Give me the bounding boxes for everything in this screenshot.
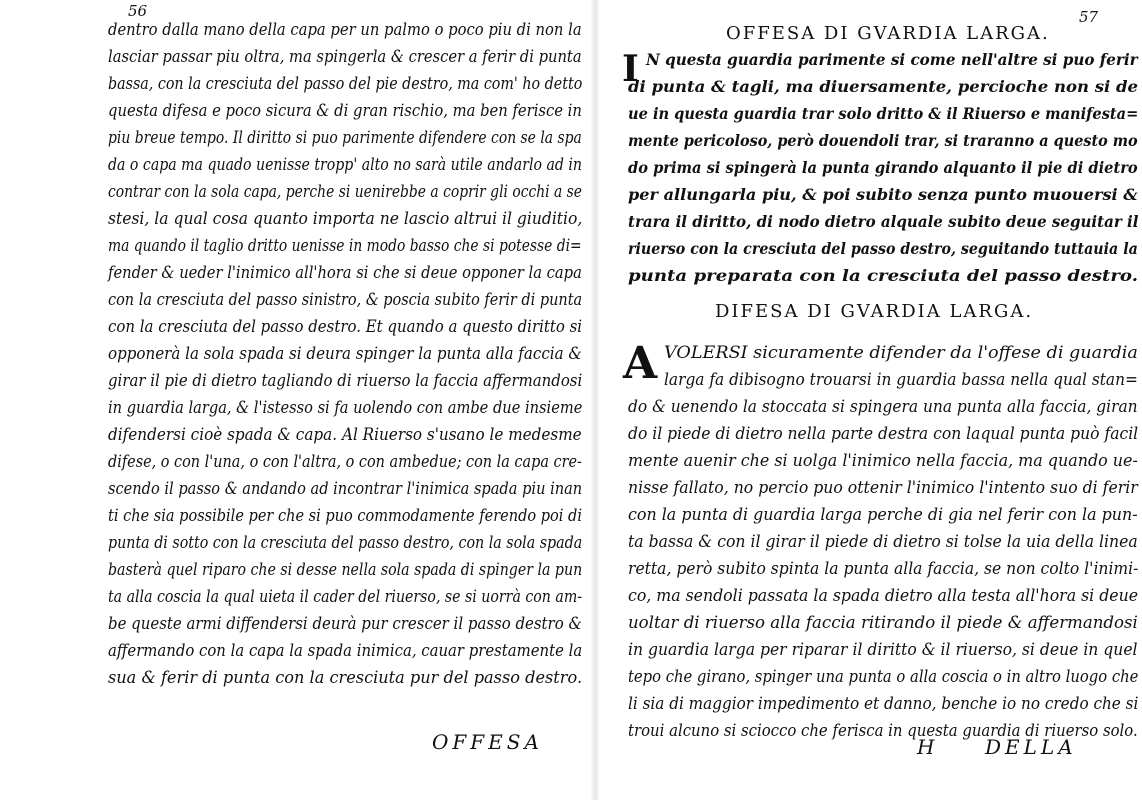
- text-line: li sia di maggior impedimento et danno, benche io no credo che si: [628, 694, 1139, 714]
- text-line: trara il diritto, di nodo dietro alquale subito deue seguitar il: [628, 212, 1139, 231]
- section-heading-offesa: OFFESA DI GVARDIA LARGA.: [726, 23, 1050, 44]
- text-line: fender & ueder l'inimico all'hora si che si deue opponer la capa: [108, 263, 582, 283]
- text-line: in guardia larga per riparar il diritto & il riuerso, si deue in quel: [628, 640, 1138, 660]
- text-line: do prima si spingerà la punta girando alquanto il pie di dietro: [628, 158, 1138, 177]
- text-line: girar il pie di dietro tagliando di riuerso la faccia affermandosi: [108, 371, 583, 391]
- text-line: larga fa dibisogno trouarsi in guardia bassa nella qual stan=: [664, 370, 1138, 390]
- page-number: 56: [128, 2, 148, 20]
- text-line: questa difesa e poco sicura & di gran rischio, ma ben ferisce in: [108, 101, 582, 121]
- text-line: ta bassa & con il girar il piede di dietro si tolse la uia della linea: [628, 532, 1138, 552]
- text-line: do il piede di dietro nella parte destra con laqual punta può facil: [628, 424, 1139, 444]
- text-line: mente auenir che si uolga l'inimico nella faccia, ma quando ue-: [628, 451, 1138, 471]
- page-number: 57: [1079, 8, 1099, 26]
- text-line: di punta & tagli, ma diuersamente, percioche non si de: [628, 77, 1139, 96]
- text-line: uoltar di riuerso alla faccia ritirando il piede & affermandosi: [628, 613, 1138, 633]
- text-line: scendo il passo & andando ad incontrar l'inimica spada piu inan: [108, 479, 583, 499]
- text-line: dentro dalla mano della capa per un palmo o poco piu di non la: [108, 20, 582, 40]
- text-line: ue in questa guardia trar solo dritto & il Riuerso e manifesta=: [628, 104, 1139, 123]
- text-line: be queste armi diffendersi deurà pur crescer il passo destro &: [108, 614, 582, 634]
- text-line: da o capa ma quado uenisse tropp' alto no sarà utile andarlo ad in: [108, 155, 583, 175]
- text-line: lasciar passar piu oltra, ma spingerla & crescer a ferir di punta: [108, 47, 582, 67]
- text-line: piu breue tempo. Il diritto si puo parimente difendere con se la spa: [108, 128, 582, 148]
- text-line: N questa guardia parimente si come nell'altre si puo ferir: [646, 50, 1138, 69]
- text-line: ma quando il taglio dritto uenisse in modo basso che si potesse di=: [108, 236, 582, 256]
- text-line: basterà quel riparo che si desse nella sola spada di spinger la pun: [108, 560, 583, 580]
- text-line: difese, o con l'una, o con l'altra, o con ambedue; con la capa cre-: [108, 452, 582, 472]
- signature-mark: H: [917, 735, 935, 759]
- text-line: VOLERSI sicuramente difender da l'offese di guardia: [664, 343, 1138, 363]
- text-line: in guardia larga, & l'istesso si fa uolendo con ambe due insieme: [108, 398, 583, 418]
- catchword: DELLA: [985, 735, 1077, 759]
- text-line: riuerso con la cresciuta del passo destro, seguitando tuttauia la: [628, 239, 1138, 258]
- text-line: troui alcuno si sciocco che ferisca in questa guardia di riuerso solo.: [628, 721, 1138, 741]
- text-line: bassa, con la cresciuta del passo del pie destro, ma com' ho detto: [108, 74, 583, 94]
- drop-cap: A: [623, 338, 658, 389]
- text-line: con la cresciuta del passo destro. Et quando a questo diritto si: [108, 317, 583, 337]
- text-line: stesi, la qual cosa quanto importa ne lascio altrui il giuditio,: [108, 209, 583, 229]
- text-line: ti che sia possibile per che si puo commodamente ferendo poi di: [108, 506, 582, 526]
- text-line: con la punta di guardia larga perche di gia nel ferir con la pun-: [628, 505, 1138, 525]
- right-page: [595, 0, 1142, 800]
- text-line: per allungarla piu, & poi subito senza punto muouersi &: [628, 185, 1138, 204]
- text-line: mente pericoloso, però douendoli trar, si traranno a questo mo: [628, 131, 1138, 150]
- catchword: OFFESA: [432, 730, 543, 754]
- text-line: nisse fallato, no percio puo ottenir l'inimico l'intento suo di ferir: [628, 478, 1138, 498]
- text-line: do & uenendo la stoccata si spingera una punta alla faccia, giran: [628, 397, 1138, 417]
- text-line: tepo che girano, spinger una punta o alla coscia o in altro luogo che: [628, 667, 1139, 687]
- text-line: affermando con la capa la spada inimica, cauar prestamente la: [108, 641, 583, 661]
- text-line: sua & ferir di punta con la cresciuta pur del passo destro.: [108, 668, 583, 688]
- text-line: difendersi cioè spada & capa. Al Riuerso s'usano le medesme: [108, 425, 582, 445]
- section-heading-difesa: DIFESA DI GVARDIA LARGA.: [715, 301, 1034, 322]
- text-line: punta preparata con la cresciuta del passo destro.: [628, 266, 1139, 285]
- text-line: contrar con la sola capa, perche si uenirebbe a coprir gli occhi a se: [108, 182, 583, 202]
- text-line: opponerà la sola spada si deura spinger la punta alla faccia &: [108, 344, 582, 364]
- text-line: con la cresciuta del passo sinistro, & poscia subito ferir di punta: [108, 290, 583, 310]
- text-line: ta alla coscia la qual uieta il cader del riuerso, se si uorrà con am-: [108, 587, 583, 607]
- text-line: punta di sotto con la cresciuta del passo destro, con la sola spada: [108, 533, 583, 553]
- text-line: co, ma sendoli passata la spada dietro alla testa all'hora si deue: [628, 586, 1139, 606]
- drop-cap: I: [622, 48, 639, 90]
- text-line: retta, però subito spinta la punta alla faccia, se non colto l'inimi-: [628, 559, 1139, 579]
